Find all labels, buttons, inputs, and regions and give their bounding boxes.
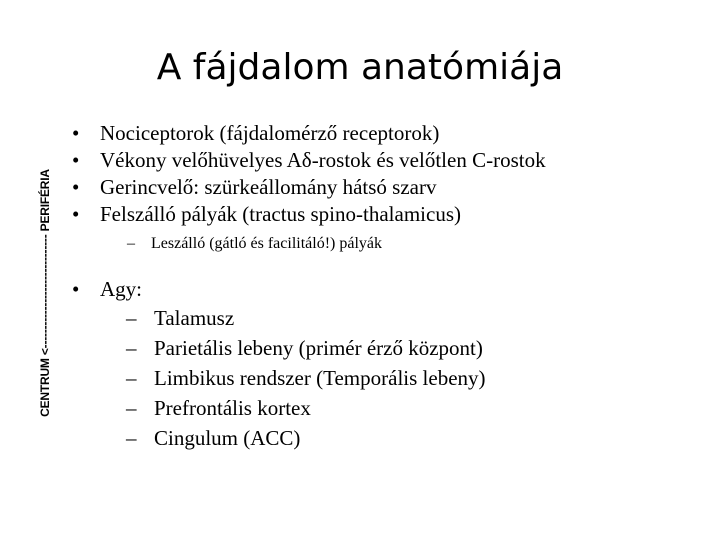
bullet-text: Felszálló pályák (tractus spino-thalamicus) (100, 202, 461, 226)
dash-mark: – (126, 396, 137, 420)
dash-mark: – (126, 426, 137, 450)
bullet-text: Vékony velőhüvelyes Aδ-rostok és velőtlen C-rostok (100, 148, 546, 172)
brain-item-text: Limbikus rendszer (Temporális lebeny) (154, 366, 486, 390)
bullet-list (72, 120, 692, 453)
sub-list-item (72, 333, 692, 363)
list-item (72, 120, 692, 147)
list-item (72, 276, 692, 303)
sub-list-item (72, 393, 692, 423)
brain-item-text: Cingulum (ACC) (154, 426, 301, 450)
list-item (72, 147, 692, 174)
list-item (72, 174, 692, 201)
dash-mark: – (126, 306, 137, 330)
bullet-mark: • (72, 121, 80, 145)
centrum-periferia-label: CENTRUM <------------------------------ PERIFÉRIA (38, 169, 52, 417)
brain-label: Agy: (100, 277, 142, 301)
dash-mark: – (126, 336, 137, 360)
bullet-mark: • (72, 148, 80, 172)
bullet-mark: • (72, 202, 80, 226)
bullet-mark: • (72, 175, 80, 199)
sub-list-item (72, 363, 692, 393)
slide-title: A fájdalom anatómiája (156, 47, 564, 88)
brain-item-text: Prefrontális kortex (154, 396, 311, 420)
dash-mark: – (127, 235, 135, 252)
sub-list-item (72, 303, 692, 333)
side-axis (30, 121, 60, 465)
sub-list-item (72, 423, 692, 453)
brain-item-text: Parietális lebeny (primér érző központ) (154, 336, 483, 360)
descending-pathways-text: Leszálló (gátló és facilitáló!) pályák (151, 235, 383, 252)
brain-item-text: Talamusz (154, 306, 235, 330)
dash-mark: – (126, 366, 137, 390)
bullet-mark: • (72, 277, 80, 301)
bullet-text: Gerincvelő: szürkeállomány hátsó szarv (100, 175, 437, 199)
list-item (72, 201, 692, 228)
sub-list-item (72, 234, 692, 254)
bullet-text: Nociceptorok (fájdalomérző receptorok) (100, 121, 440, 145)
